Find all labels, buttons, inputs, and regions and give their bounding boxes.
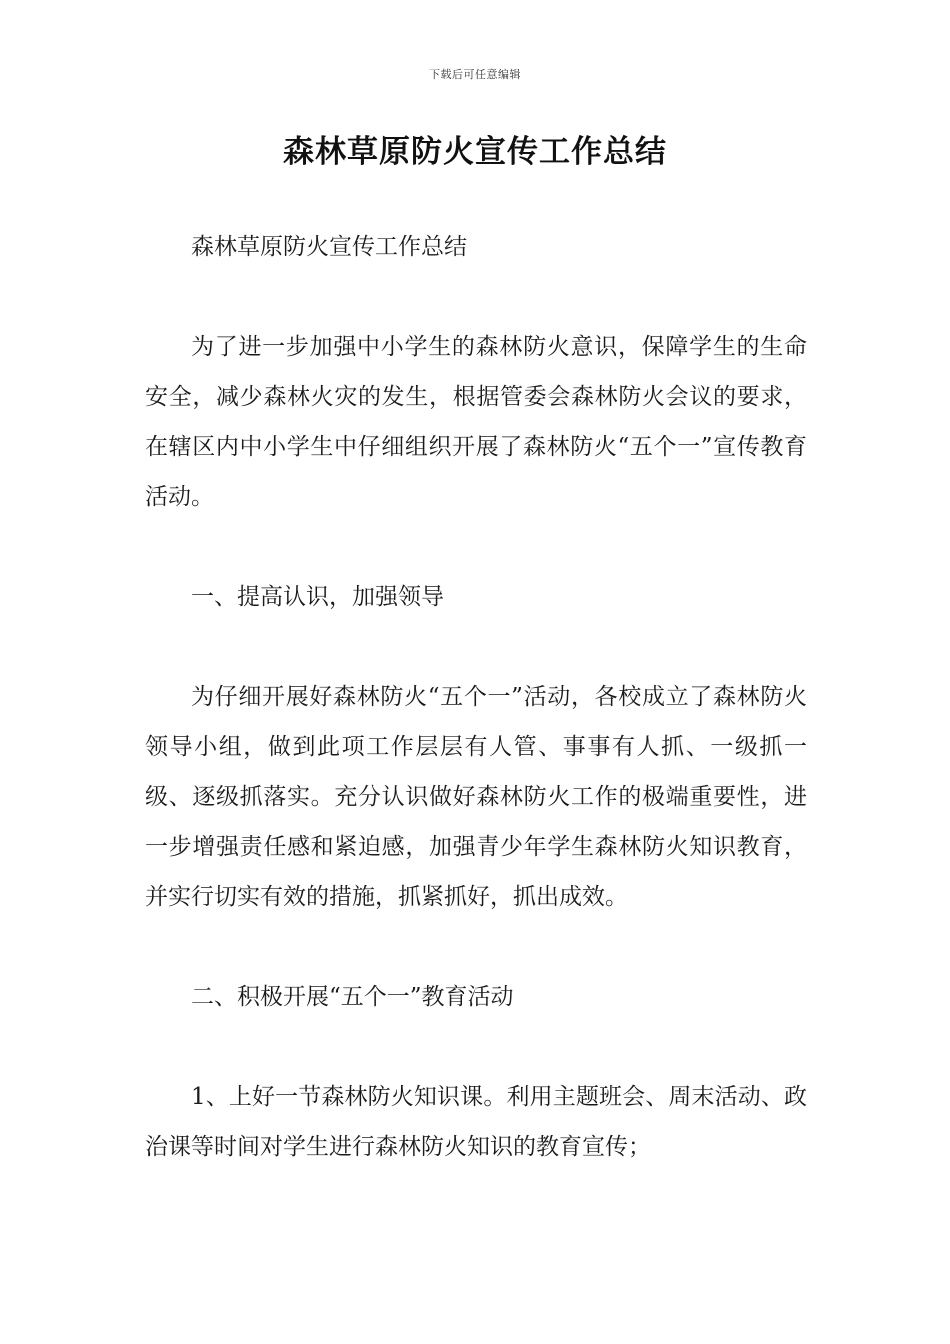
- header-note: 下载后可任意编辑: [429, 68, 521, 81]
- intro-paragraph: 为了进一步加强中小学生的森林防火意识，保障学生的生命安全，减少森林火灾的发生，根据管委会森林防火会议的要求，在辖区内中小学生中仔细组织开展了森林防火“五个一”宣传教育活动。: [145, 334, 807, 510]
- section-heading-1: 一、提高认识，加强领导: [191, 584, 444, 610]
- document-title: 森林草原防火宣传工作总结: [283, 134, 667, 170]
- section-heading-2: 二、积极开展“五个一”教育活动: [191, 984, 514, 1010]
- subtitle-paragraph: 森林草原防火宣传工作总结: [191, 234, 467, 260]
- section-2-item-1-paragraph: 1、上好一节森林防火知识课。利用主题班会、周末活动、政治课等时间对学生进行森林防火知识的教育宣传；: [145, 1084, 807, 1160]
- section-1-paragraph: 为仔细开展好森林防火“五个一”活动，各校成立了森林防火领导小组，做到此项工作层层有人管、事事有人抓、一级抓一级、逐级抓落实。充分认识做好森林防火工作的极端重要性，进一步增强责任感和紧迫感，加强青少年学生森林防火知识教育，并实行切实有效的措施，抓紧抓好，抓出成效。: [145, 684, 807, 910]
- document-body: [145, 222, 807, 1172]
